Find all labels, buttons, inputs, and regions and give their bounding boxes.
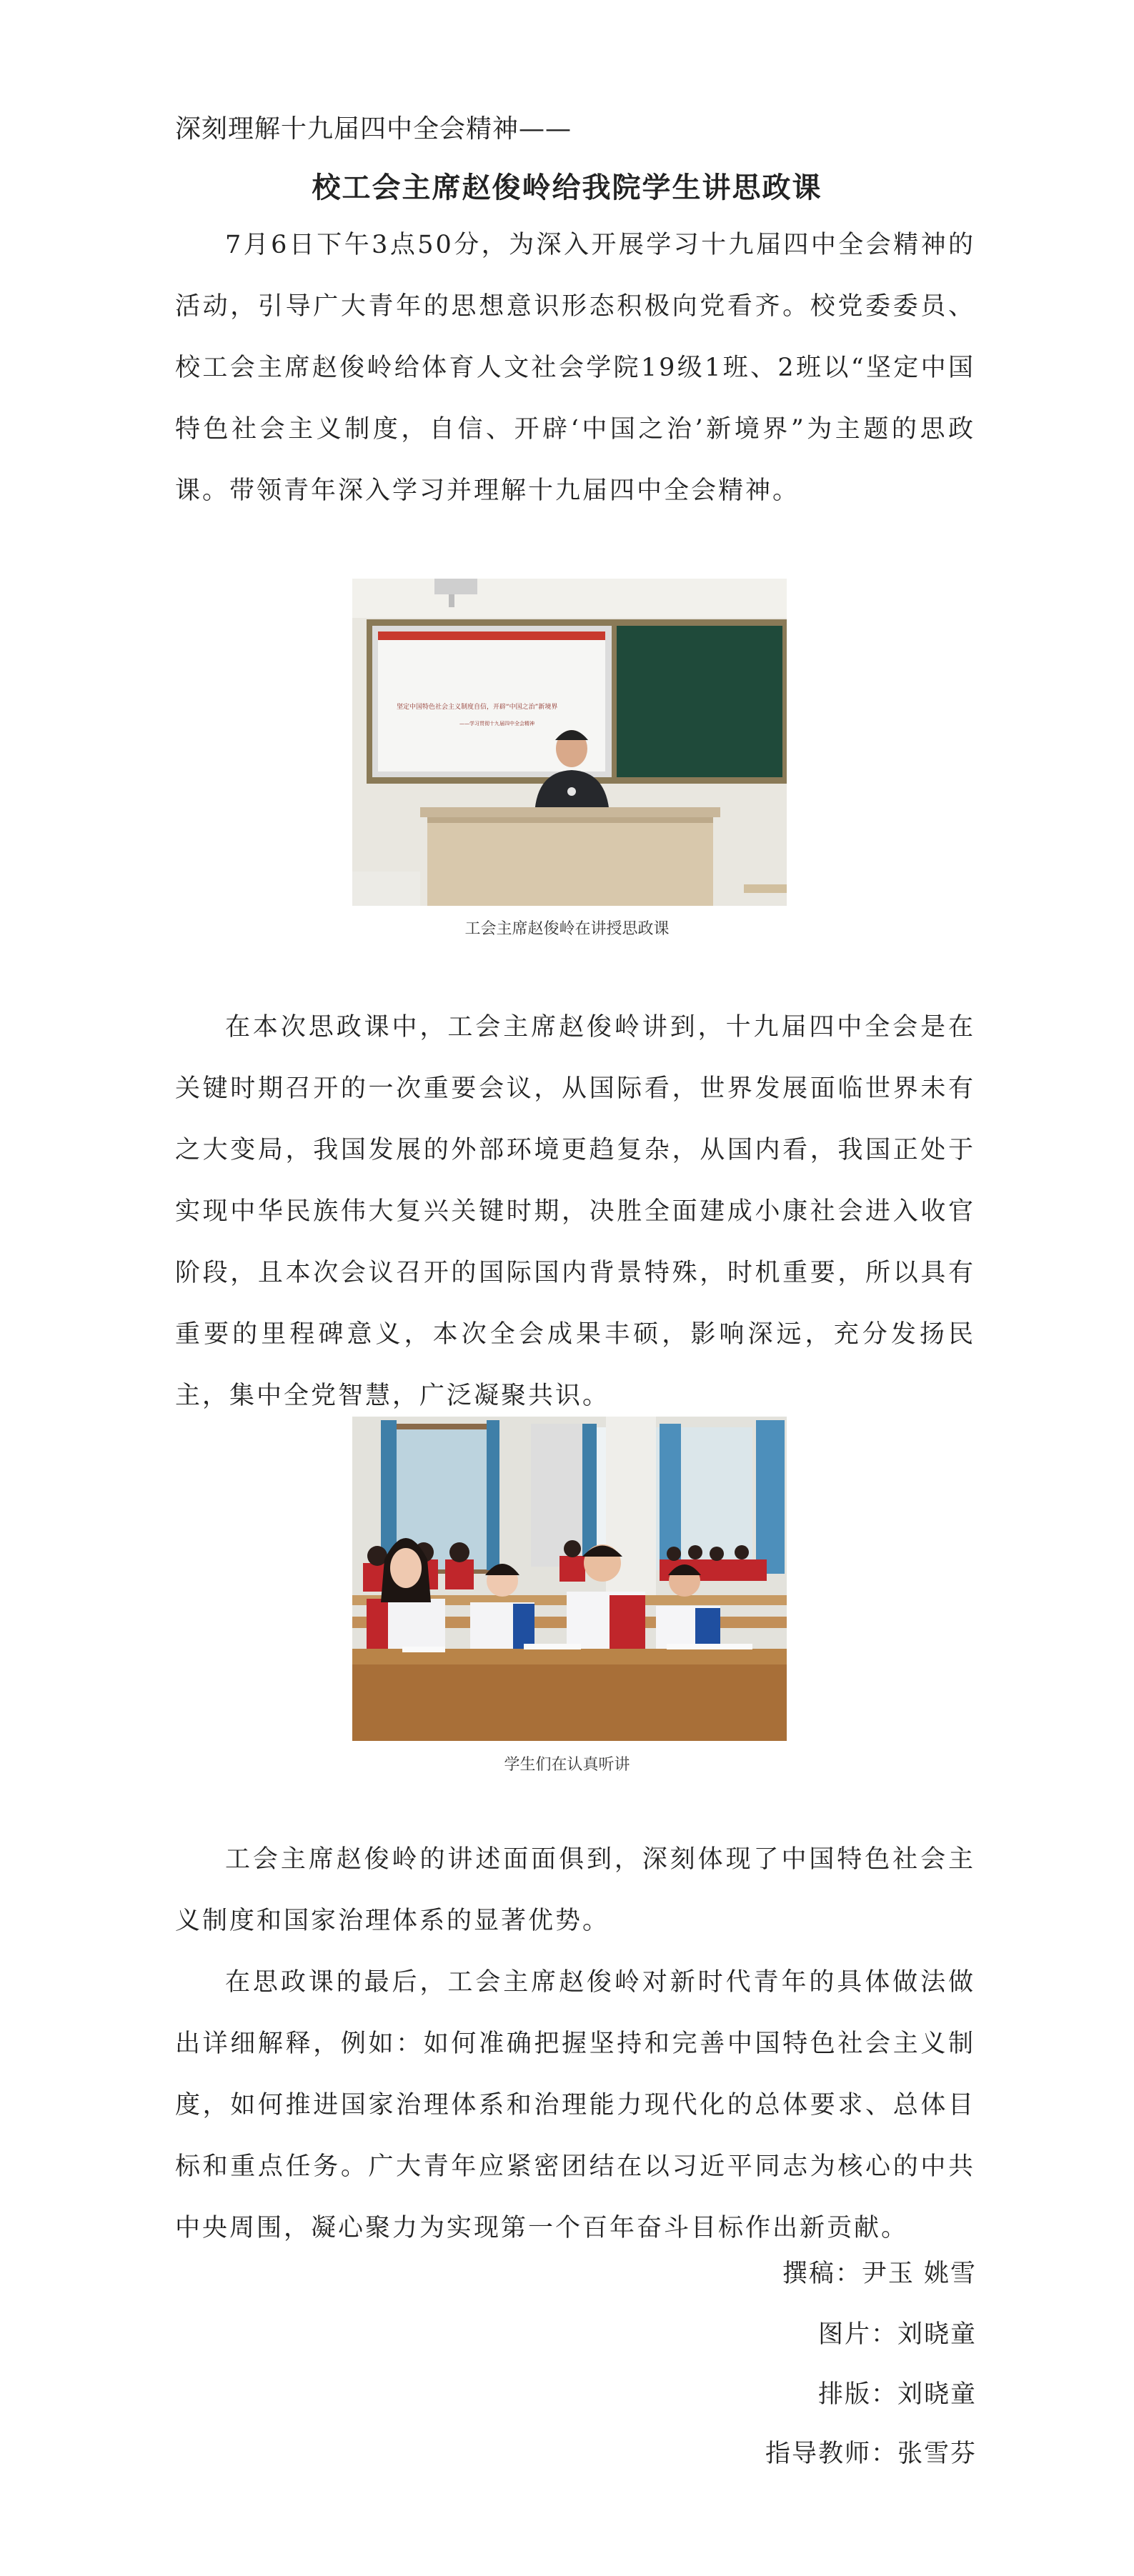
screen-title-text: 坚定中国特色社会主义制度自信，开辟“中国之治”新境界: [397, 704, 558, 711]
lecture-photo-caption: 工会主席赵俊岭在讲授思政课: [464, 920, 670, 938]
lecture-photo: [352, 579, 787, 906]
article-title: 校工会主席赵俊岭给我院学生讲思政课: [312, 171, 822, 204]
students-photo-caption: 学生们在认真听讲: [504, 1756, 630, 1774]
credit-writers: 撰稿：尹玉 姚雪: [782, 2260, 977, 2288]
credit-photos: 图片：刘晓童: [817, 2320, 977, 2349]
article-subtitle: 深刻理解十九届四中全会精神——: [175, 114, 572, 144]
paragraph-2: 在本次思政课中，工会主席赵俊岭讲到，十九届四中全会是在关键时期召开的一次重要会议，从国际看，世界发展面临世界未有之大变局，我国发展的外部环境更趋复杂，从国内看，我国正处于实现中华民族伟大复兴关键时期，决胜全面建成小康社会进入收官阶段，且本次会议召开的国际国内背景特殊，时机重要，所以具有重要的里程碑意义，本次全会成果丰硕，影响深远，充分发扬民主，集中全党智慧，广泛凝聚共识。: [175, 1013, 975, 1410]
paragraph-3: 工会主席赵俊岭的讲述面面俱到，深刻体现了中国特色社会主义制度和国家治理体系的显著优势。: [175, 1845, 975, 1935]
screen-subtitle-text: ——学习贯彻十九届四中全会精神: [459, 721, 534, 727]
paragraph-4: 在思政课的最后，工会主席赵俊岭对新时代青年的具体做法做出详细解释，例如：如何准确把握坚持和完善中国特色社会主义制度，如何推进国家治理体系和治理能力现代化的总体要求、总体目标和重点任务。广大青年应紧密团结在以习近平同志为核心的中共中央周围，凝心聚力为实现第一个百年奋斗目标作出新贡献。: [175, 1968, 975, 2242]
credit-layout: 排版：刘晓童: [817, 2380, 977, 2409]
paragraph-1: 7月6日下午3点50分，为深入开展学习十九届四中全会精神的活动，引导广大青年的思想意识形态积极向党看齐。校党委委员、校工会主席赵俊岭给体育人文社会学院19级1班、2班以“坚定中国特色社会主义制度，自信、开辟‘中国之治’新境界”为主题的思政课。带领青年深入学习并理解十九届四中全会精神。: [175, 231, 975, 505]
students-photo: [352, 1417, 787, 1741]
credit-advisor: 指导教师：张雪芬: [765, 2440, 977, 2468]
